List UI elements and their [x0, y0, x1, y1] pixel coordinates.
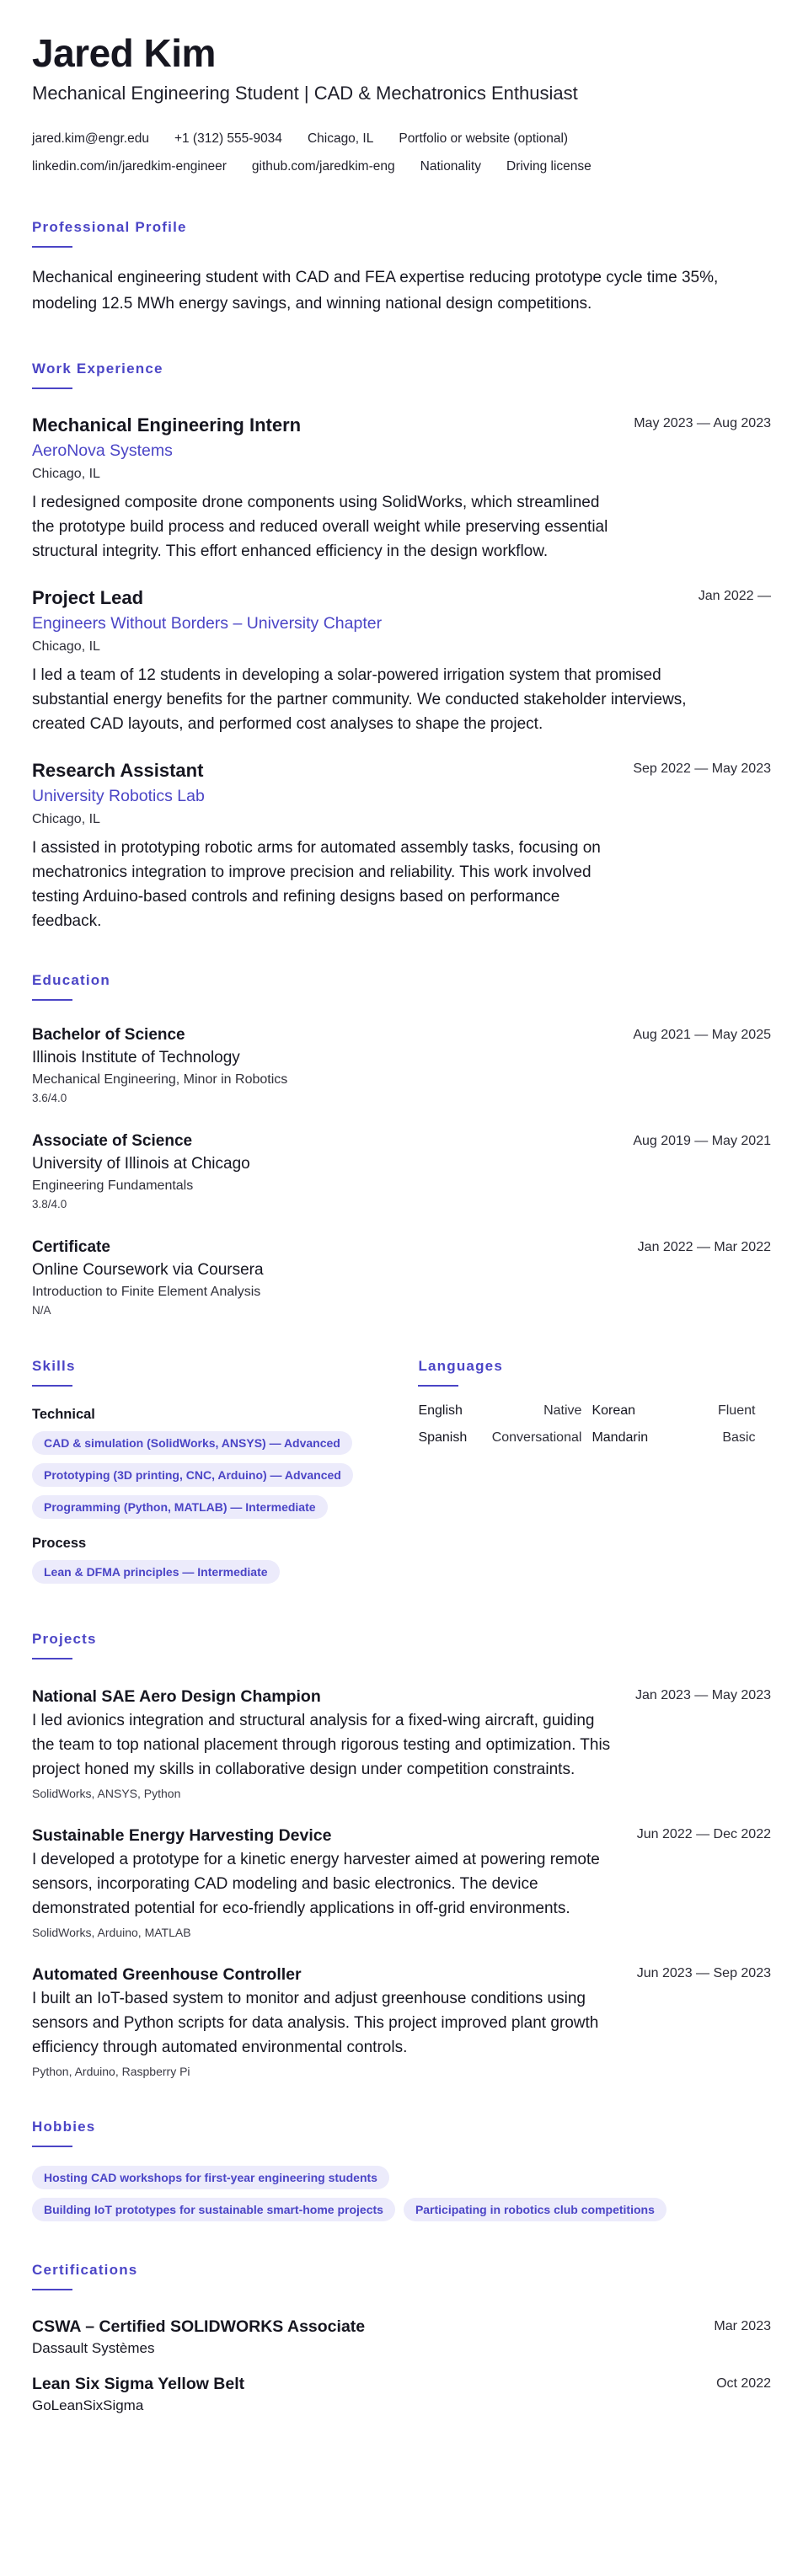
experience-location: Chicago, IL [32, 812, 100, 826]
language-item [592, 1430, 765, 1446]
section-divider [32, 387, 72, 389]
project-name: National SAE Aero Design Champion [32, 1687, 321, 1706]
education-school: Online Coursework via Coursera [32, 1261, 264, 1279]
contact-email[interactable]: jared.kim@engr.edu [32, 131, 149, 146]
education-degree: Bachelor of Science [32, 1026, 185, 1044]
language-item [592, 1403, 765, 1419]
skill-group-title: Process [32, 1536, 87, 1551]
certification-entry [32, 2316, 771, 2360]
section-title-languages: Languages [418, 1358, 503, 1374]
section-title-education: Education [32, 972, 110, 988]
certifications-section [32, 2262, 771, 2417]
hobby-pill: Building IoT prototypes for sustainable smart-home projects [32, 2198, 395, 2221]
skill-pill: CAD & simulation (SolidWorks, ANSYS) — Advanced [32, 1431, 352, 1455]
section-divider [32, 1658, 72, 1659]
skill-pill: Lean & DFMA principles — Intermediate [32, 1560, 280, 1584]
education-gpa: N/A [32, 1304, 51, 1317]
project-name: Automated Greenhouse Controller [32, 1965, 302, 1984]
project-tech: SolidWorks, ANSYS, Python [32, 1787, 181, 1800]
section-title-certifications: Certifications [32, 2262, 138, 2278]
project-entry [32, 1685, 771, 1804]
contact-driving-license: Driving license [506, 159, 592, 174]
experience-location: Chicago, IL [32, 639, 100, 654]
education-section [32, 972, 771, 1319]
section-title-skills: Skills [32, 1358, 76, 1374]
profile-summary: Mechanical engineering student with CAD and FEA expertise reducing prototype cycle time 35%, modeling 12.5 MWh energy savings, and winning national design competitions. [32, 269, 719, 313]
experience-entry [32, 413, 771, 564]
experience-description: I redesigned composite drone components using SolidWorks, which streamlined the prototype build process and reduced overall weight while preserving essential structural integrity. This effort enhanced efficiency in the design workflow. [32, 494, 608, 560]
project-tech: SolidWorks, Arduino, MATLAB [32, 1926, 191, 1939]
hobbies-list [32, 2166, 706, 2230]
section-title-profile: Professional Profile [32, 219, 187, 235]
project-entry [32, 1963, 771, 2082]
experience-company: University Robotics Lab [32, 787, 205, 805]
section-title-hobbies: Hobbies [32, 2119, 96, 2135]
section-divider [32, 2146, 72, 2147]
education-school: University of Illinois at Chicago [32, 1155, 250, 1173]
contact-list [32, 125, 771, 180]
section-divider [32, 999, 72, 1001]
certification-entry [32, 2373, 771, 2417]
education-degree: Associate of Science [32, 1132, 193, 1150]
certification-date: Mar 2023 [714, 2319, 771, 2333]
skill-pill: Programming (Python, MATLAB) — Intermediate [32, 1495, 328, 1519]
project-entry [32, 1824, 771, 1943]
skill-group-list [32, 1560, 418, 1592]
experience-description: I assisted in prototyping robotic arms for automated assembly tasks, focusing on mechatronics integration to improve precision and reliability. This work involved testing Arduino-based controls and refining designs based on performance feedback. [32, 839, 601, 930]
language-name: Spanish [418, 1430, 468, 1445]
language-name: English [418, 1403, 463, 1418]
section-divider [32, 2289, 72, 2290]
project-description: I developed a prototype for a kinetic energy harvester aimed at powering remote sensors, incorporating CAD modeling and basic electronics. The device demonstrated potential for eco-friendly applications in off-grid environments. [32, 1851, 600, 1917]
skills-languages-row [32, 1358, 771, 1592]
experience-role: Project Lead [32, 587, 144, 608]
certification-name: CSWA – Certified SOLIDWORKS Associate [32, 2317, 366, 2336]
profile-section [32, 219, 771, 317]
education-dates: Aug 2021 — May 2025 [633, 1028, 771, 1042]
language-name: Mandarin [592, 1430, 649, 1445]
languages-list [418, 1403, 771, 1446]
projects-section [32, 1631, 771, 2082]
skill-group-list [32, 1431, 403, 1527]
experience-company: Engineers Without Borders – University Chapter [32, 614, 383, 633]
education-entry [32, 1237, 771, 1319]
project-tech: Python, Arduino, Raspberry Pi [32, 2065, 190, 2078]
language-level: Conversational [491, 1430, 582, 1445]
contact-location: Chicago, IL [307, 131, 374, 146]
experience-company: AeroNova Systems [32, 441, 173, 460]
certification-date: Oct 2022 [716, 2376, 771, 2391]
languages-section [418, 1358, 771, 1592]
language-item [418, 1403, 592, 1419]
certification-issuer: GoLeanSixSigma [32, 2397, 144, 2413]
education-dates: Aug 2019 — May 2021 [633, 1134, 771, 1148]
education-dates: Jan 2022 — Mar 2022 [637, 1240, 771, 1254]
experience-entry [32, 585, 771, 736]
section-divider [32, 246, 72, 248]
project-description: I led avionics integration and structural analysis for a fixed-wing aircraft, guiding the team to top national placement through rigorous testing and optimization. This project honed my skills in collaborative design under competition constraints. [32, 1712, 611, 1778]
education-degree: Certificate [32, 1238, 110, 1256]
education-field: Mechanical Engineering, Minor in Robotics [32, 1072, 288, 1087]
skill-group-title: Technical [32, 1407, 95, 1422]
contact-phone[interactable]: +1 (312) 555-9034 [174, 131, 282, 146]
language-level: Basic [722, 1430, 756, 1445]
education-field: Introduction to Finite Element Analysis [32, 1285, 261, 1299]
experience-entry [32, 758, 771, 933]
experience-dates: May 2023 — Aug 2023 [634, 416, 771, 430]
skill-pill: Prototyping (3D printing, CNC, Arduino) — Advanced [32, 1463, 353, 1487]
section-title-projects: Projects [32, 1631, 97, 1647]
contact-linkedin[interactable]: linkedin.com/in/jaredkim-engineer [32, 159, 227, 174]
language-name: Korean [592, 1403, 636, 1418]
experience-role: Research Assistant [32, 760, 204, 781]
experience-role: Mechanical Engineering Intern [32, 414, 302, 436]
contact-github[interactable]: github.com/jaredkim-eng [251, 159, 395, 174]
contact-nationality: Nationality [420, 159, 481, 174]
project-description: I built an IoT-based system to monitor and adjust greenhouse conditions using sensors and Python scripts for data analysis. This project improved plant growth efficiency through automated environmental controls. [32, 1990, 599, 2056]
hobbies-section [32, 2119, 771, 2230]
project-dates: Jan 2023 — May 2023 [635, 1688, 771, 1702]
section-divider [418, 1385, 458, 1387]
experience-section [32, 361, 771, 933]
skills-section [32, 1358, 418, 1592]
section-divider [32, 1385, 72, 1387]
experience-location: Chicago, IL [32, 467, 100, 481]
language-level: Fluent [717, 1403, 756, 1418]
contact-portfolio[interactable]: Portfolio or website (optional) [399, 131, 569, 146]
certification-name: Lean Six Sigma Yellow Belt [32, 2375, 245, 2393]
education-gpa: 3.6/4.0 [32, 1092, 67, 1104]
hobby-pill: Hosting CAD workshops for first-year engineering students [32, 2166, 389, 2189]
resume-header [32, 30, 771, 180]
language-item [418, 1430, 592, 1446]
experience-description: I led a team of 12 students in developing a solar-powered irrigation system that promised substantial energy benefits for the partner community. We conducted stakeholder interviews, created CAD layouts, and performed cost analyses to shape the project. [32, 666, 687, 733]
hobby-pill: Participating in robotics club competitions [404, 2198, 666, 2221]
education-entry [32, 1130, 771, 1213]
project-dates: Jun 2023 — Sep 2023 [636, 1966, 771, 1980]
section-title-experience: Work Experience [32, 361, 163, 377]
experience-dates: Jan 2022 — [698, 589, 771, 603]
education-entry [32, 1024, 771, 1107]
language-level: Native [543, 1403, 582, 1418]
project-name: Sustainable Energy Harvesting Device [32, 1826, 332, 1845]
experience-dates: Sep 2022 — May 2023 [633, 762, 771, 776]
education-gpa: 3.8/4.0 [32, 1198, 67, 1211]
certification-issuer: Dassault Systèmes [32, 2340, 155, 2356]
project-dates: Jun 2022 — Dec 2022 [636, 1827, 771, 1841]
candidate-name: Jared Kim [32, 31, 216, 75]
candidate-headline: Mechanical Engineering Student | CAD & Mechatronics Enthusiast [32, 83, 578, 104]
education-field: Engineering Fundamentals [32, 1178, 194, 1193]
education-school: Illinois Institute of Technology [32, 1049, 240, 1066]
